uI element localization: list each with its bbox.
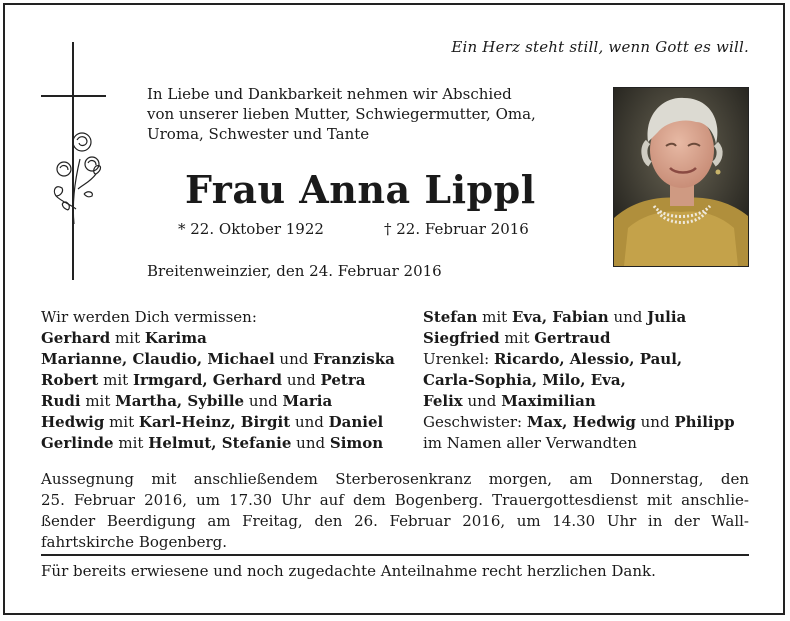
mourner-text: und bbox=[608, 308, 648, 326]
mourner-text: mit bbox=[104, 413, 139, 431]
mourner-line bbox=[41, 412, 411, 433]
intro-line: Uroma, Schwester und Tante bbox=[147, 125, 370, 143]
mourner-text: mit bbox=[499, 329, 535, 347]
mourner-name: Karima bbox=[144, 329, 207, 347]
mourner-name: Stefan bbox=[423, 308, 478, 326]
mourner-text: mit bbox=[113, 434, 149, 452]
mourner-text: und bbox=[635, 413, 675, 431]
service-line: Aussegnung mit anschließendem Sterberosenkranz morgen, am Donnerstag, den bbox=[41, 470, 749, 488]
mourner-name: Philipp bbox=[674, 413, 735, 431]
service-info bbox=[41, 469, 749, 553]
mourner-line bbox=[41, 391, 411, 412]
mourner-text: Urenkel: bbox=[423, 350, 494, 368]
mourner-name: Karl-Heinz, Birgit bbox=[138, 413, 291, 431]
portrait-image bbox=[614, 88, 748, 266]
mourner-name: Carla-Sophia, Milo, Eva, bbox=[423, 371, 626, 389]
mourner-line bbox=[41, 307, 411, 328]
mourner-name: Gerhard bbox=[41, 329, 111, 347]
mourner-name: Martha, Sybille bbox=[115, 392, 245, 410]
mourner-text: mit bbox=[80, 392, 116, 410]
service-line: fahrtskirche Bogenberg. bbox=[41, 533, 228, 551]
rose-icon bbox=[50, 124, 105, 229]
mourner-line bbox=[423, 328, 753, 349]
mourner-line bbox=[423, 433, 753, 454]
thanks-text: Für bereits erwiesene und noch zugedachte Anteilnahme recht herzlichen Dank. bbox=[41, 562, 656, 580]
intro-line: von unserer lieben Mutter, Schwiegermutter, Oma, bbox=[147, 105, 536, 123]
mourner-line bbox=[41, 370, 411, 391]
mourner-text: Wir werden Dich vermissen: bbox=[41, 308, 257, 326]
mourner-text: und bbox=[291, 434, 330, 452]
mourner-text: und bbox=[274, 350, 314, 368]
mourner-name: Simon bbox=[329, 434, 384, 452]
mourner-name: Maximilian bbox=[501, 392, 596, 410]
mourners-right bbox=[423, 307, 753, 454]
divider bbox=[41, 554, 749, 556]
mourner-name: Max, Hedwig bbox=[526, 413, 636, 431]
mourner-name: Gerlinde bbox=[41, 434, 114, 452]
mourner-text: und bbox=[290, 413, 329, 431]
mourner-line bbox=[41, 433, 411, 454]
mourner-name: Franziska bbox=[313, 350, 395, 368]
mourner-text: und bbox=[282, 371, 321, 389]
mourner-line bbox=[423, 370, 753, 391]
mourner-name: Rudi bbox=[41, 392, 81, 410]
intro-line: In Liebe und Dankbarkeit nehmen wir Abschied bbox=[147, 85, 512, 103]
intro-text bbox=[147, 84, 577, 144]
mourner-text: im Namen aller Verwandten bbox=[423, 434, 637, 452]
mourner-line bbox=[423, 349, 753, 370]
mourner-text: und bbox=[462, 392, 502, 410]
mourner-name: Ricardo, Alessio, Paul, bbox=[493, 350, 683, 368]
cross-bar bbox=[41, 95, 106, 97]
birth-date: * 22. Oktober 1922 bbox=[178, 220, 324, 238]
mourner-line bbox=[41, 328, 411, 349]
mourner-line bbox=[423, 307, 753, 328]
mourner-name: Julia bbox=[647, 308, 687, 326]
deceased-name: Frau Anna Lippl bbox=[185, 167, 536, 212]
mourner-text: mit bbox=[477, 308, 512, 326]
mourner-name: Maria bbox=[282, 392, 333, 410]
mourner-text: mit bbox=[110, 329, 145, 347]
mourner-line bbox=[41, 349, 411, 370]
mourner-name: Siegfried bbox=[423, 329, 500, 347]
mourner-name: Robert bbox=[41, 371, 99, 389]
mourner-name: Hedwig bbox=[41, 413, 105, 431]
portrait-photo bbox=[613, 87, 749, 267]
mourner-name: Gertraud bbox=[534, 329, 611, 347]
mourner-name: Irmgard, Gerhard bbox=[132, 371, 283, 389]
mourner-name: Eva, Fabian bbox=[511, 308, 609, 326]
mourner-name: Petra bbox=[320, 371, 366, 389]
mourners-left bbox=[41, 307, 411, 454]
mourner-text: mit bbox=[98, 371, 133, 389]
mourner-text: und bbox=[244, 392, 283, 410]
mourner-text: Geschwister: bbox=[423, 413, 527, 431]
mourner-name: Helmut, Stefanie bbox=[148, 434, 292, 452]
death-date: † 22. Februar 2016 bbox=[384, 220, 529, 238]
mourner-name: Felix bbox=[423, 392, 463, 410]
service-line: ßender Beerdigung am Freitag, den 26. Februar 2016, um 14.30 Uhr in der Wall- bbox=[41, 512, 749, 530]
mourner-name: Marianne, Claudio, Michael bbox=[41, 350, 275, 368]
service-line: 25. Februar 2016, um 17.30 Uhr auf dem Bogenberg. Trauergottesdienst mit anschlie- bbox=[41, 491, 749, 509]
motto: Ein Herz steht still, wenn Gott es will. bbox=[451, 38, 749, 56]
mourner-line bbox=[423, 412, 753, 433]
mourner-line bbox=[423, 391, 753, 412]
mourner-name: Daniel bbox=[328, 413, 384, 431]
place-date: Breitenweinzier, den 24. Februar 2016 bbox=[147, 262, 442, 280]
